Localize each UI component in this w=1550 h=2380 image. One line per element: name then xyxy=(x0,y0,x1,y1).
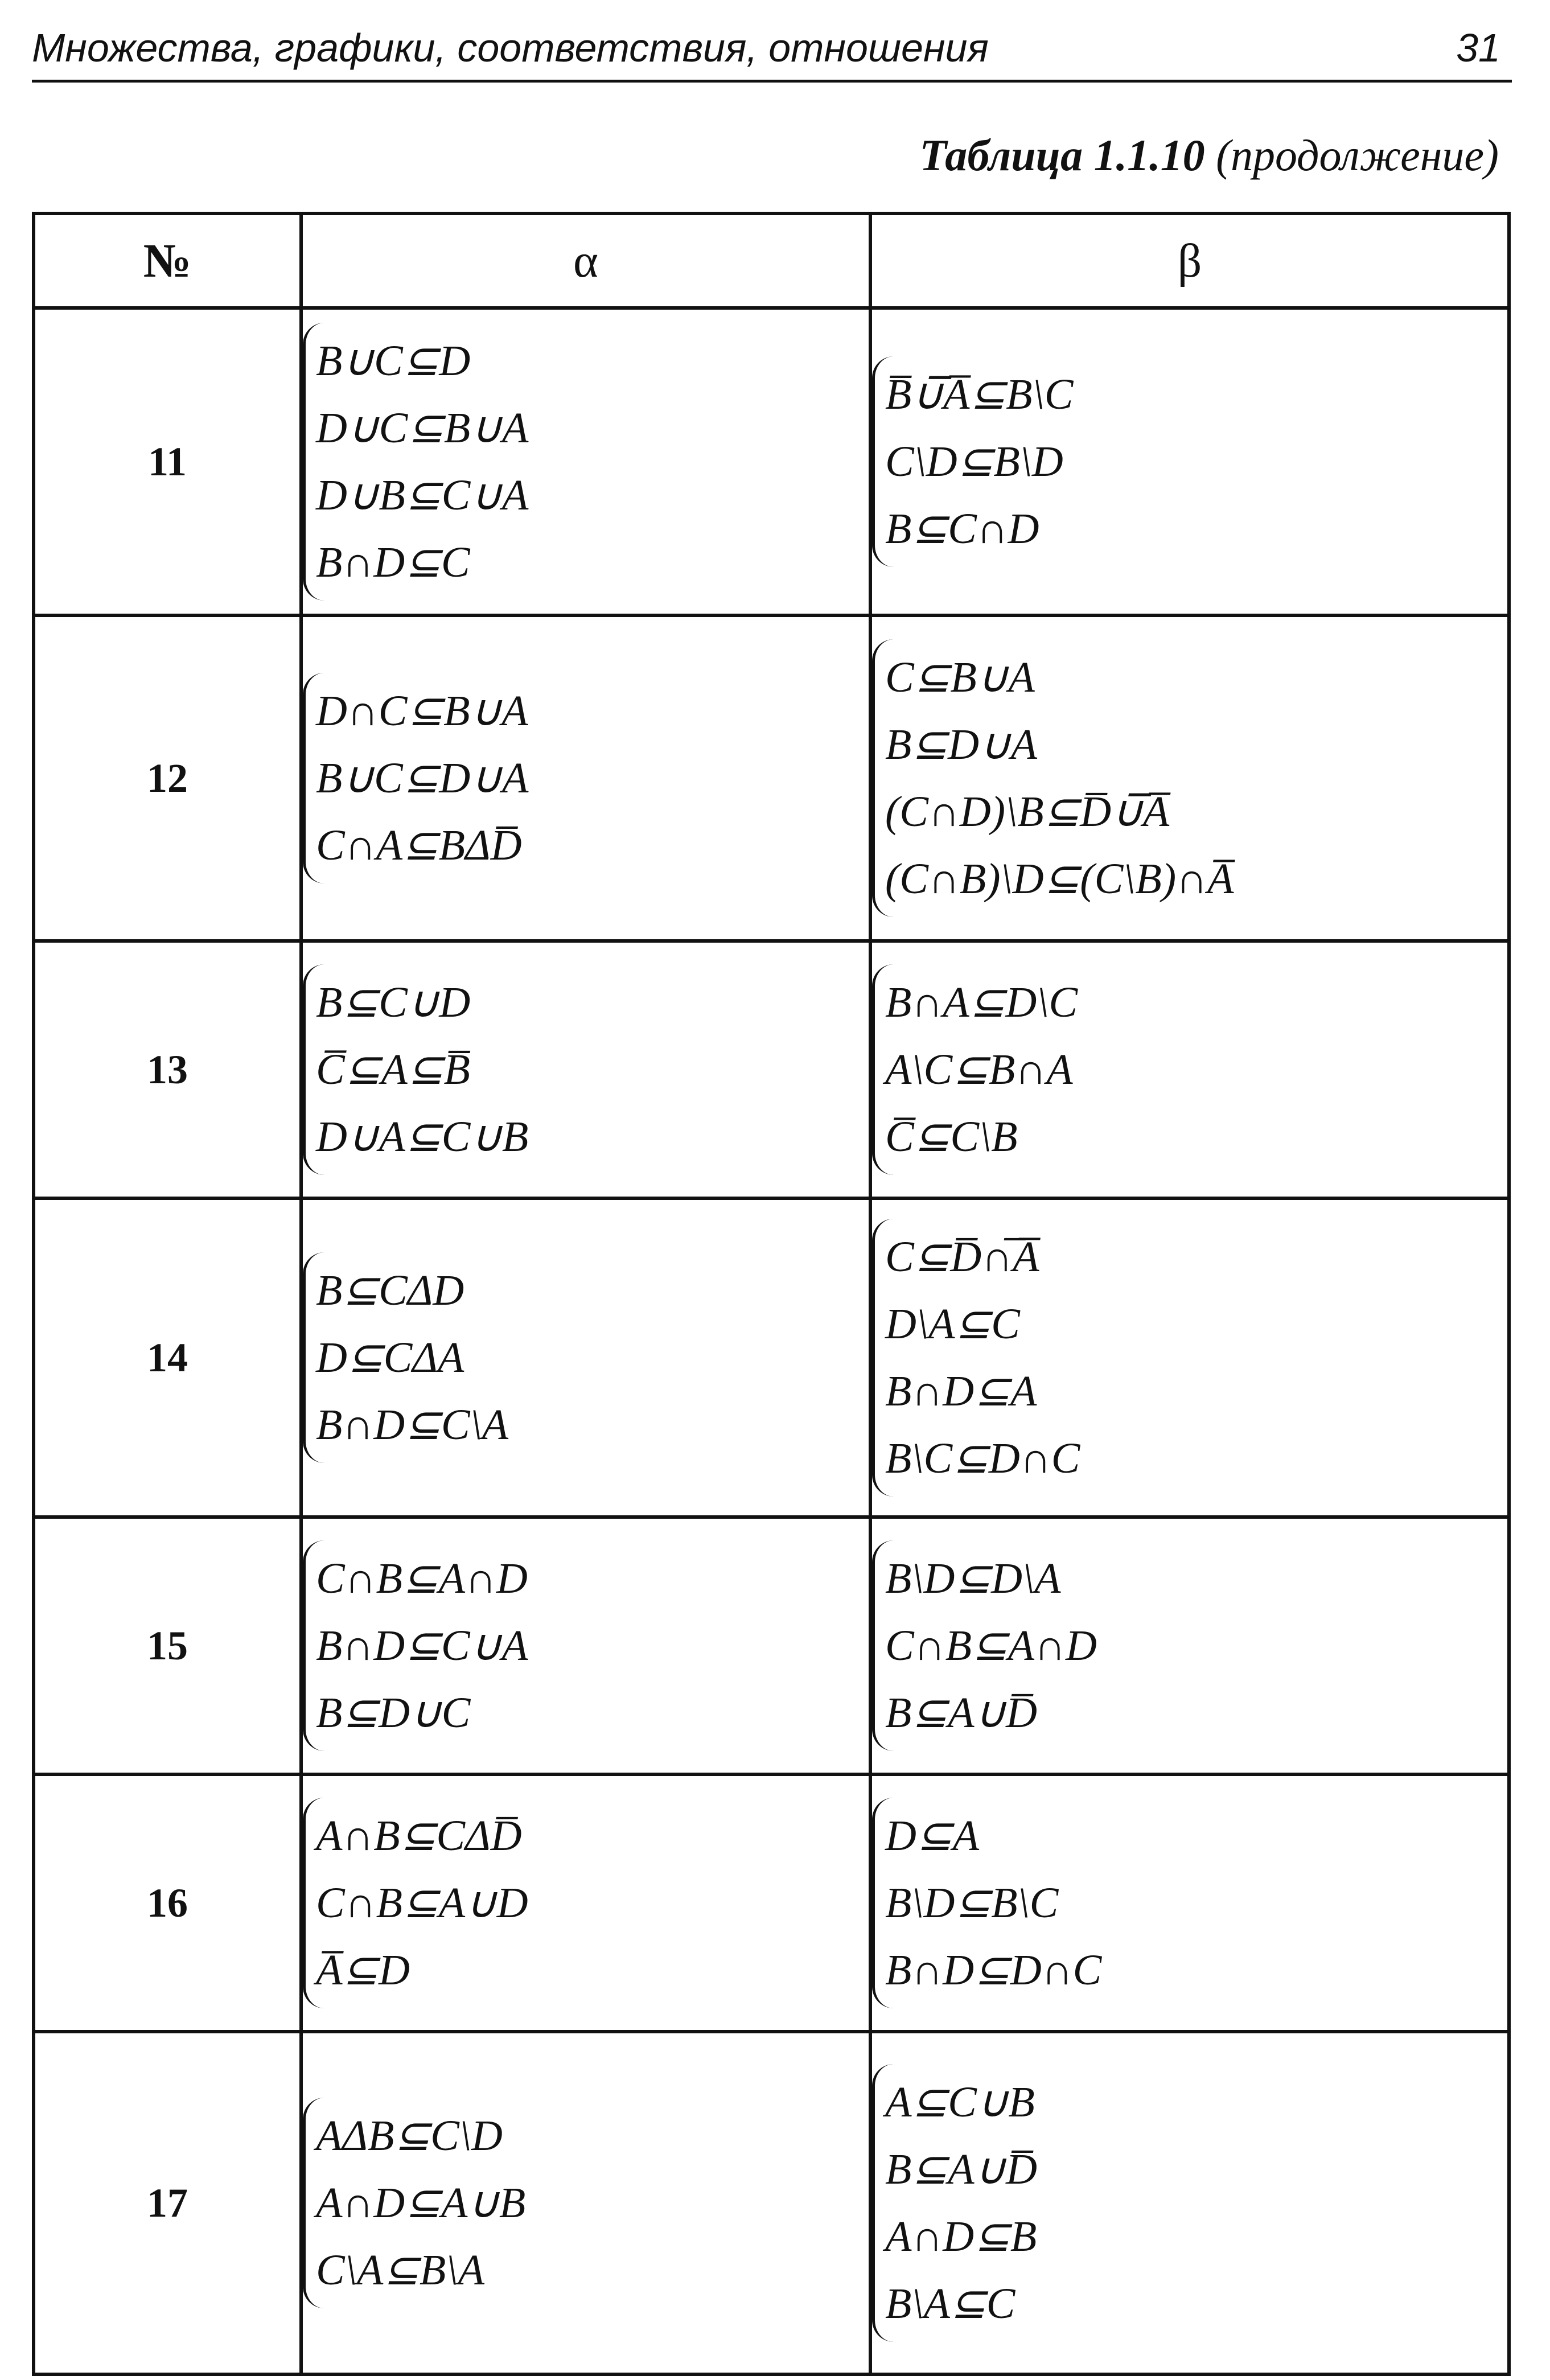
brace-system xyxy=(872,639,1234,917)
alpha-condition: B⊆D∪C xyxy=(316,1689,471,1737)
brace-system xyxy=(303,323,528,601)
beta-condition: (C∩B)\D⊆(C\B)∩A̅ xyxy=(885,855,1234,903)
beta-condition: B⊆A∪D̅ xyxy=(885,2145,1038,2193)
sets-table xyxy=(32,212,1511,2376)
beta-condition: B\C⊆D∩C xyxy=(885,1434,1080,1482)
header-row xyxy=(34,213,1509,308)
beta-condition: B\A⊆C xyxy=(885,2280,1015,2328)
brace-system xyxy=(303,1540,528,1751)
table-row xyxy=(34,615,1509,941)
alpha-condition: AΔB⊆C\D xyxy=(316,2112,503,2160)
alpha-condition: D∪A⊆C∪B xyxy=(316,1113,529,1161)
alpha-condition: D∪C⊆B∪A xyxy=(316,404,529,452)
brace-system xyxy=(872,1798,1101,2008)
brace-system xyxy=(872,964,1078,1175)
beta-system-cell xyxy=(870,941,1509,1198)
alpha-condition: B∪C⊆D∪A xyxy=(316,754,529,802)
alpha-condition: C̅⊆A⊆B̅ xyxy=(316,1046,470,1094)
alpha-system-cell xyxy=(301,2032,870,2374)
row-number: 16 xyxy=(34,1774,301,2032)
alpha-condition: C\A⊆B\A xyxy=(316,2246,484,2294)
row-number: 14 xyxy=(34,1198,301,1517)
alpha-condition: A̅⊆D xyxy=(316,1946,410,1994)
alpha-condition: D⊆CΔA xyxy=(316,1334,464,1382)
brace-system xyxy=(303,673,528,883)
beta-condition: B̅∪̅A̅⊆B\C xyxy=(885,371,1074,418)
table-row xyxy=(34,941,1509,1198)
row-number: 11 xyxy=(34,308,301,615)
beta-condition: A∩D⊆B xyxy=(885,2213,1037,2260)
alpha-condition: C∩A⊆BΔD̅ xyxy=(316,821,522,869)
alpha-system-cell xyxy=(301,615,870,941)
beta-condition: D⊆A xyxy=(885,1812,979,1860)
alpha-condition: A∩B⊆CΔD̅ xyxy=(316,1812,522,1860)
brace-system xyxy=(303,1798,528,2008)
beta-condition: D\A⊆C xyxy=(885,1300,1020,1348)
beta-condition: C⊆D̅∩̅A̅ xyxy=(885,1233,1039,1281)
column-header-beta: β xyxy=(870,213,1509,308)
beta-condition: C∩B⊆A∩D xyxy=(885,1622,1097,1670)
row-number: 15 xyxy=(34,1517,301,1774)
table-row xyxy=(34,308,1509,615)
caption-title: Таблица 1.1.10 xyxy=(919,130,1205,180)
table-row xyxy=(34,1774,1509,2032)
alpha-condition: B⊆CΔD xyxy=(316,1267,464,1314)
beta-condition: C̅⊆C\B xyxy=(885,1113,1018,1161)
alpha-system-cell xyxy=(301,1774,870,2032)
beta-condition: B∩A⊆D\C xyxy=(885,979,1078,1026)
beta-condition: C⊆B∪A xyxy=(885,653,1035,701)
beta-system-cell xyxy=(870,2032,1509,2374)
row-number: 17 xyxy=(34,2032,301,2374)
beta-condition: C\D⊆B\D xyxy=(885,438,1063,486)
row-number: 13 xyxy=(34,941,301,1198)
column-header-number: № xyxy=(34,213,301,308)
row-number: 12 xyxy=(34,615,301,941)
running-title: Множества, графики, соответствия, отношения xyxy=(32,26,989,70)
page-header xyxy=(32,23,1512,83)
alpha-condition: B⊆C∪D xyxy=(316,979,471,1026)
brace-system xyxy=(872,1540,1097,1751)
alpha-condition: B∪C⊆D xyxy=(316,337,471,385)
brace-system xyxy=(872,1219,1080,1497)
alpha-system-cell xyxy=(301,1517,870,1774)
beta-condition: B⊆D∪A xyxy=(885,721,1038,768)
beta-condition: B\D⊆D\A xyxy=(885,1555,1061,1602)
beta-condition: B∩D⊆D∩C xyxy=(885,1946,1102,1994)
beta-system-cell xyxy=(870,1517,1509,1774)
brace-system xyxy=(303,1252,508,1463)
beta-system-cell xyxy=(870,1198,1509,1517)
beta-condition: B⊆C∩D xyxy=(885,505,1039,553)
alpha-condition: B∩D⊆C∪A xyxy=(316,1622,528,1670)
beta-condition: A\C⊆B∩A xyxy=(885,1046,1073,1094)
beta-condition: B⊆A∪D̅ xyxy=(885,1689,1038,1737)
table-caption xyxy=(919,130,1499,181)
alpha-condition: B∩D⊆C xyxy=(316,539,470,586)
table-row xyxy=(34,2032,1509,2374)
alpha-condition: D∩C⊆B∪A xyxy=(316,687,528,735)
table-row xyxy=(34,1517,1509,1774)
beta-system-cell xyxy=(870,308,1509,615)
brace-system xyxy=(303,964,528,1175)
beta-condition: A⊆C∪B xyxy=(885,2078,1035,2126)
brace-system xyxy=(303,2098,525,2308)
alpha-system-cell xyxy=(301,1198,870,1517)
column-header-alpha: α xyxy=(301,213,870,308)
alpha-system-cell xyxy=(301,941,870,1198)
alpha-condition: C∩B⊆A∩D xyxy=(316,1555,528,1602)
beta-condition: (C∩D)\B⊆D̅∪̅A̅ xyxy=(885,788,1170,836)
alpha-condition: D∪B⊆C∪A xyxy=(316,471,529,519)
table-row xyxy=(34,1198,1509,1517)
beta-system-cell xyxy=(870,615,1509,941)
beta-condition: B\D⊆B\C xyxy=(885,1879,1059,1927)
alpha-condition: C∩B⊆A∪D xyxy=(316,1879,528,1927)
caption-continuation: (продолжение) xyxy=(1216,130,1499,180)
alpha-condition: B∩D⊆C\A xyxy=(316,1401,509,1449)
beta-system-cell xyxy=(870,1774,1509,2032)
brace-system xyxy=(872,356,1073,567)
brace-system xyxy=(872,2064,1037,2342)
alpha-system-cell xyxy=(301,308,870,615)
beta-condition: B∩D⊆A xyxy=(885,1367,1037,1415)
page-number: 31 xyxy=(1456,26,1500,70)
alpha-condition: A∩D⊆A∪B xyxy=(316,2179,526,2227)
